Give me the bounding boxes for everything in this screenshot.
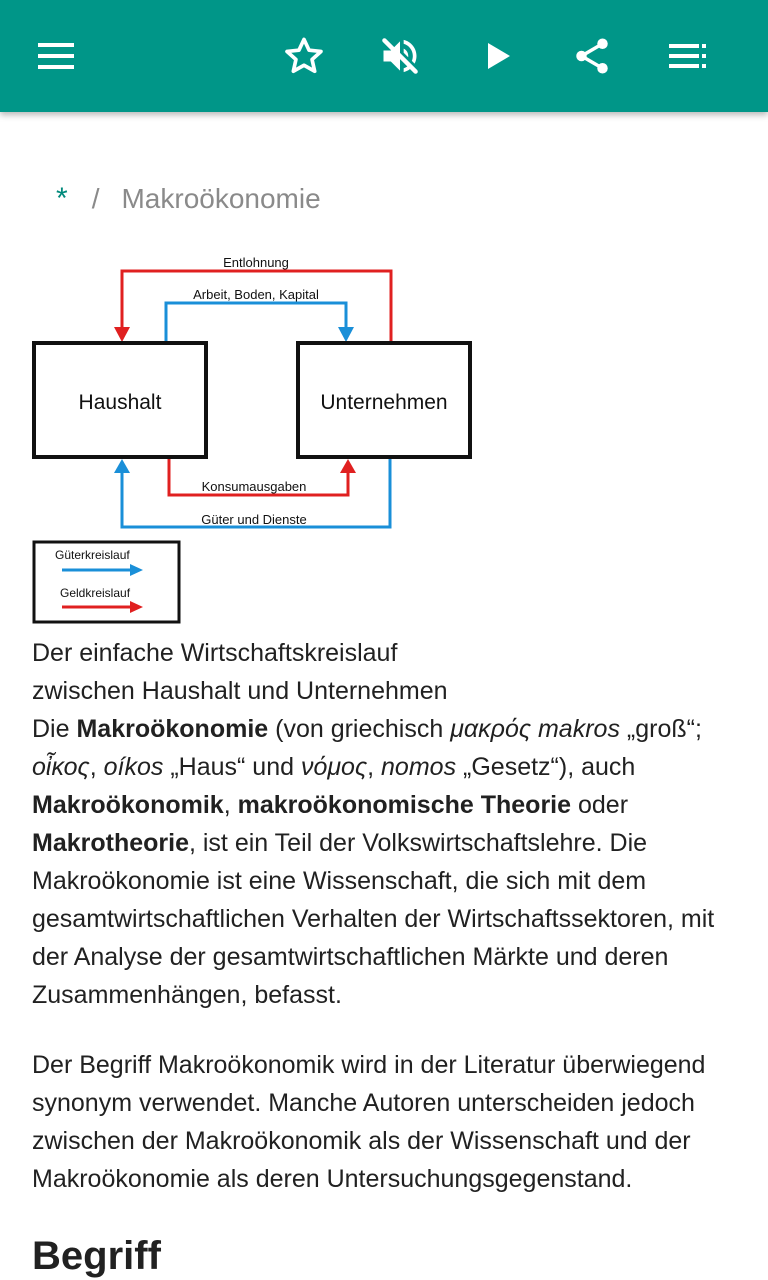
breadcrumb-current: Makroökonomie [121,183,321,214]
greek-oikos: οἶκος [32,753,90,781]
article-body [32,710,744,1230]
circular-flow-diagram [30,252,476,628]
greek-nomos: νόμος [300,753,368,781]
second-paragraph: Der Begriff Makroökonomik wird in der Literatur überwiegend synonym verwendet. Manche Autoren unterscheiden jedoch zwischen der Makroökonomik als der Wissenschaft und der Makroökonomie als deren Untersuchungsgegenstand. [32,1051,706,1193]
label-unternehmen: Unternehmen [320,391,448,414]
label-konsumausgaben: Konsumausgaben [201,479,307,494]
term-makrooekonomik: Makroökonomik [32,791,224,819]
play-icon [483,40,513,72]
favorite-button[interactable] [272,24,336,88]
play-button[interactable] [466,24,530,88]
label-haushalt: Haushalt [78,391,162,414]
transliteration-nomos: nomos [381,753,457,781]
share-button[interactable] [560,24,624,88]
section-heading-begriff: Begriff [32,1234,161,1278]
mute-button[interactable] [368,24,432,88]
term-makrooekonomie: Makroökonomie [76,715,269,743]
label-arbeit-boden-kapital: Arbeit, Boden, Kapital [193,287,319,302]
breadcrumb-home-link[interactable]: * [56,182,68,215]
greek-makros: μακρός makros [450,715,620,743]
table-of-contents-button[interactable] [656,24,720,88]
volume-off-icon [378,34,422,78]
breadcrumb [56,182,321,216]
term-makrooekonomische-theorie: makroökonomische Theorie [237,791,572,819]
arrowhead-entlohnung [114,327,130,342]
intro-paragraph: Die Makroökonomie (von griechisch μακρός makros „groß“; οἶκος, oíkos „Haus“ und νόμος, nomos „Gesetz“), auch Makroökonomik, makroökonomische Theorie oder Makrotheorie, ist ein Teil der Volkswirtschaftslehre. Die Makroökonomie ist eine Wissenschaft, die sich mit dem gesamtwirtschaftlichen Verhalten der Wirtschaftssektoren, mit der Analyse der gesamtwirtschaftlichen Märkte und deren Zusammenhängen, befasst. [32,715,715,1009]
caption-line-1: Der einfache Wirtschaftskreislauf [32,639,398,667]
menu-button[interactable] [24,24,88,88]
label-entlohnung: Entlohnung [223,255,289,270]
share-icon [571,34,613,78]
table-of-contents-icon [668,42,708,70]
goods-flow-arbeit [166,303,346,341]
caption-line-2: zwischen Haushalt und Unternehmen [32,677,448,705]
arrowhead-gueter [114,459,130,473]
transliteration-oikos: oíkos [103,753,164,781]
star-outline-icon [283,35,325,77]
label-gueter-und-dienste: Güter und Dienste [201,512,307,527]
term-makrotheorie: Makrotheorie [32,829,189,857]
figure-caption [32,634,736,710]
arrowhead-konsumausgaben [340,459,356,473]
legend-label-goods: Güterkreislauf [55,548,130,562]
app-bar [0,0,768,112]
breadcrumb-separator: / [91,183,100,214]
arrowhead-arbeit [338,327,354,342]
legend-label-money: Geldkreislauf [60,586,131,600]
hamburger-menu-icon [36,42,76,70]
